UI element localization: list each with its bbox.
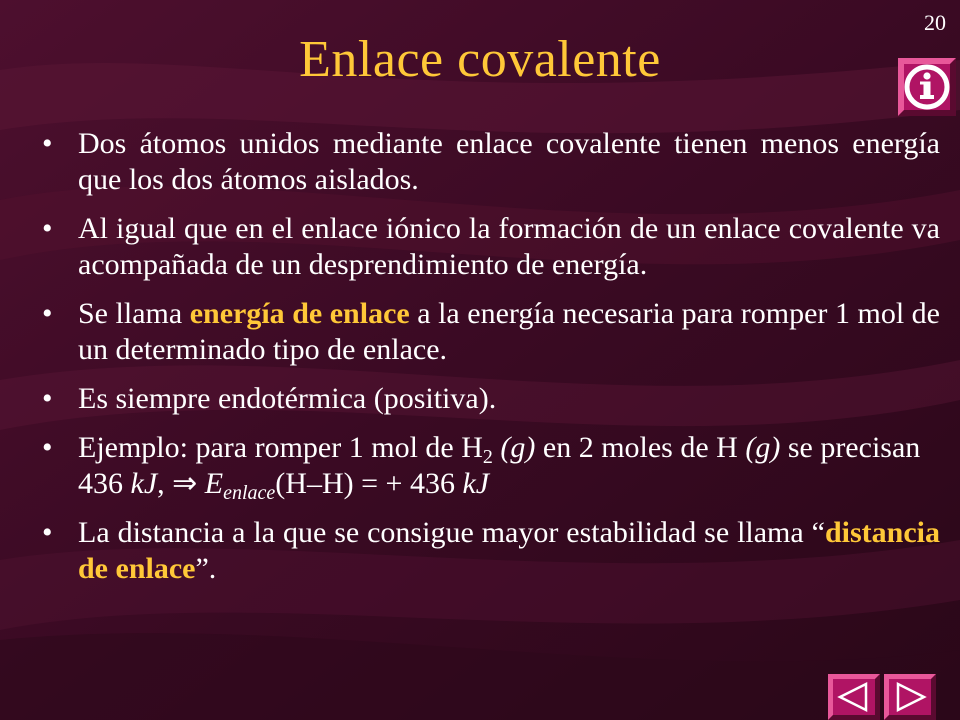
subscript-2: 2 <box>482 446 493 468</box>
term-energia-de-enlace: energía de enlace <box>189 297 410 330</box>
bullet-2-text: Al igual que en el enlace iónico la formación de un enlace covalente va acompañada de un desprendimiento de energía. <box>78 212 940 281</box>
bullet-6 <box>40 515 940 587</box>
bullet-3-text-pre: Se llama <box>78 297 190 330</box>
unit-kj-2: kJ <box>462 467 490 500</box>
enlace-subscript: enlace <box>223 482 276 504</box>
bullet-5-comma: , <box>157 467 173 500</box>
bullet-1-text: Dos átomos unidos mediante enlace covalente tienen menos energía que los dos átomos aislados. <box>78 127 940 196</box>
bullet-list <box>40 126 940 600</box>
energy-symbol: E <box>197 467 224 500</box>
next-slide-button[interactable] <box>884 674 936 720</box>
unit-kj-1: kJ <box>130 467 158 500</box>
bullet-4-text: Es siempre endotérmica (positiva). <box>78 382 497 415</box>
bullet-5-text-c: se precisan 436 <box>78 431 921 500</box>
bullet-5-text-a: Ejemplo: para romper 1 mol de H <box>78 431 483 464</box>
bullet-4 <box>40 381 940 417</box>
term-distancia-de-enlace: distancia de enlace <box>78 516 940 585</box>
state-gas-2: (g) <box>737 431 781 464</box>
bullet-3-text-post: a la energía necesaria para romper 1 mol de un determinado tipo de enlace. <box>78 297 940 366</box>
implies-arrow: ⇒ <box>172 467 198 500</box>
state-gas-1: (g) <box>492 431 536 464</box>
slide-title: Enlace covalente <box>299 31 661 88</box>
bullet-5 <box>40 430 940 502</box>
bullet-6-text-post: ”. <box>195 552 217 585</box>
slide-number: 20 <box>924 10 946 35</box>
previous-slide-button[interactable] <box>828 674 880 720</box>
bullet-2 <box>40 211 940 283</box>
bullet-6-text-pre: La distancia a la que se consigue mayor estabilidad se llama “ <box>78 516 825 549</box>
bullet-3 <box>40 296 940 368</box>
bullet-5-text-d: (H–H) = + 436 <box>275 467 463 500</box>
info-button[interactable] <box>898 58 956 116</box>
bullet-5-text-b: en 2 moles de H <box>535 431 738 464</box>
bullet-1 <box>40 126 940 198</box>
